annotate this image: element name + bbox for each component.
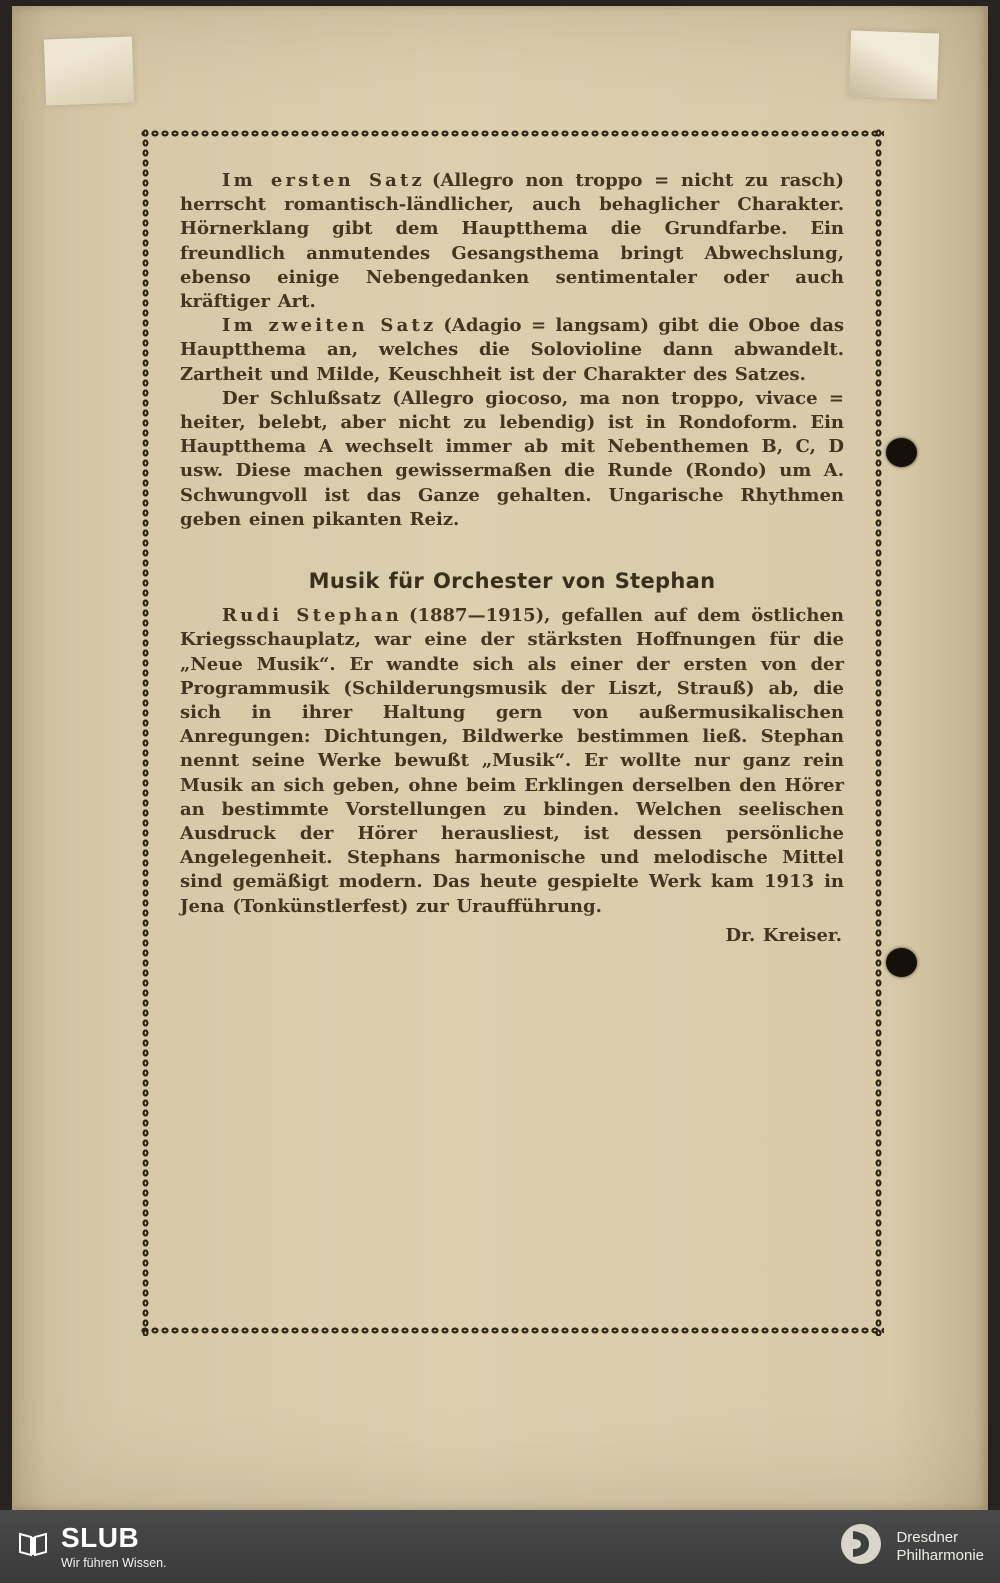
partner-name-line2: Philharmonie xyxy=(896,1546,984,1564)
chain-border-left xyxy=(140,128,151,1336)
viewer-footer-bar xyxy=(0,1510,1000,1583)
spaced-lead-first-movement: Im ersten Satz xyxy=(222,170,425,191)
paragraph-text: (Allegro non troppo = nicht zu rasch) herrscht romantisch-ländlicher, auch behaglicher Charakter. Hörnerklang gibt dem Hauptthema die Grundfarbe. Ein freundlich anmutendes Gesangsthema bringt Abwechslung, ebenso einige Nebengedanken sentimentaler oder auch kräftiger Art. xyxy=(180,170,844,313)
book-icon xyxy=(16,1527,50,1566)
chain-border-bottom xyxy=(140,1325,884,1336)
spaced-lead-rudi-stephan: Rudi Stephan xyxy=(222,605,402,627)
tape-mark-left xyxy=(44,36,134,105)
paragraph-final-movement xyxy=(180,387,844,532)
slub-logo[interactable] xyxy=(16,1521,167,1570)
philharmonie-emblem-icon xyxy=(838,1521,884,1572)
section-heading: Musik für Orchester von Stephan xyxy=(308,569,716,594)
spaced-lead-second-movement: Im zweiten Satz xyxy=(222,315,437,337)
punch-hole-top xyxy=(886,438,917,467)
chain-border-right xyxy=(873,128,884,1336)
author-signature: Dr. Kreiser. xyxy=(725,924,842,946)
ornamental-chain-border xyxy=(140,128,884,1336)
document-text-block xyxy=(151,139,873,1325)
paragraph-rudi-stephan xyxy=(180,604,844,919)
punch-hole-bottom xyxy=(886,948,917,977)
paragraph-text: (1887—1915), gefallen auf dem östlichen Kriegsschauplatz, war eine der stärksten Hoffnungen für die „Neue Musik“. Er wandte sich als einer der ersten von der Programmusik (Schilderungsmusik der Liszt, Strauß) ab, die sich in ihrer Haltung gern von außermusikalischen Anregungen: Dichtungen, Bildwerke bestimmen ließ. Stephan nennt seine Werke bewußt „Musik“. Er wollte nur ganz rein Musik an sich geben, ohne beim Erklingen derselben den Hörer an bestimmte Vorstellungen zu binden. Welchen seelischen Ausdruck der Hörer herausliest, ist dessen persönliche Angelegenheit. Stephans harmonische und melodische Mittel sind gemäßigt modern. Das heute gespielte Werk kam 1913 in Jena (Tonkünstlerfest) zur Uraufführung. xyxy=(180,605,844,917)
tape-mark-right xyxy=(849,30,939,99)
partner-name-line1: Dresdner xyxy=(896,1528,959,1546)
dresdner-philharmonie-logo[interactable] xyxy=(838,1521,984,1572)
paragraph-first-movement xyxy=(180,169,844,314)
chain-border-top xyxy=(140,128,884,139)
paragraph-second-movement xyxy=(180,314,844,387)
slub-tagline: Wir führen Wissen. xyxy=(61,1555,167,1570)
slub-wordmark: SLUB xyxy=(61,1521,140,1553)
paragraph-text: (Adagio = langsam) gibt die Oboe das Hauptthema an, welches die Solovioline dann abwandelt. Zartheit und Milde, Keuschheit ist der Charakter des Satzes. xyxy=(180,315,844,385)
scanned-document-page xyxy=(12,6,988,1510)
paragraph-text: Der Schlußsatz (Allegro giocoso, ma non troppo, vivace = heiter, belebt, aber nicht zu lebendig) ist in Rondoform. Ein Hauptthema A wechselt immer ab mit Nebenthemen B, C, D usw. Diese machen gewissermaßen die Runde (Rondo) um A. Schwungvoll ist das Ganze gehalten. Ungarische Rhythmen geben einen pikanten Reiz. xyxy=(180,387,844,530)
